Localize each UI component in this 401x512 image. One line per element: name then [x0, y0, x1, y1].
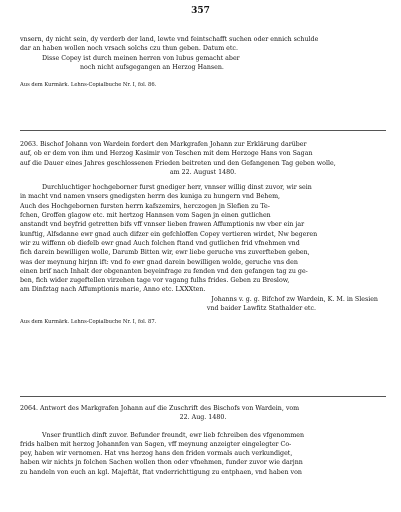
body-line: Durchluchtiger hochgeborner furst gnediger herr, vnnser willig dinst zuvor, wir sein	[42, 184, 312, 192]
document-heading-line: 2064. Antwort des Markgrafen Johann auf die Zuschrift des Bischofs von Wardein, vom	[20, 405, 300, 412]
divider	[20, 396, 386, 397]
source-note: Aus dem Kurmärk. Lehns-Copialbuche Nr. I, fol. 86.	[20, 82, 157, 89]
document-heading-line: am 22. August 1480.	[169, 168, 237, 176]
text-line: dar an haben wollen noch vrsach solchs czu thun geben. Datum etc.	[20, 45, 238, 53]
text-line: noch nicht aufsgegangen an Herzog Hansen.	[80, 63, 224, 71]
document-2063	[20, 140, 386, 326]
text-line: vnsern, dy nicht sein, dy verderb der land, lewte vnd feintschafft suchen oder ennich schulde	[20, 36, 319, 43]
body-line: Auch des Hochgebornen fursten herrn kafszemirs, herczogen jn Slefien zu Te-	[20, 202, 270, 210]
document-heading-line: 2063. Bischof Johann von Wardein fordert den Markgrafen Johann zur Erklärung darüber	[20, 141, 307, 148]
previous-document-ending	[20, 35, 386, 89]
signature-line: vnd baider Lawfitz Stathalder etc.	[206, 305, 316, 313]
document-heading-line: auf, ob er dem von ihm und Herzog Kasimir von Teschen mit dem Herzoge Hans von Sagan	[20, 150, 313, 158]
signature-line: Johanns v. g. g. Bifchof zw Wardein, K. M. in Slesien	[211, 295, 378, 303]
source-note: Aus dem Kurmärk. Lehns-Copialbuche Nr. I, fol. 87.	[20, 319, 157, 326]
text-line: Disse Copey ist durch meinen herren von lubus gemacht aber	[42, 54, 240, 62]
body-line: was der meynung hirjnn ift: vnd fo ewr gnad darein bewilligen wolde, geruche vns den	[20, 258, 298, 266]
body-line: fchen, Groffen glagow etc. mit hertzog Hannsen vom Sagen jn einen gutlichen	[20, 212, 271, 220]
body-line: einen brif nach Inhalt der obgenanten beyeinfrage zu fenden vnd den gefangen tag zu ge-	[20, 267, 308, 275]
body-line: kunftig, Alfsdanne ewr gnad auch difzer ein gefchloffen Copey vertieren wirdet, Nw begeren	[20, 230, 318, 238]
body-line: ben, fich wider zugeftellen virzehen tage vor vagang fulhs frides. Geben zu Breslow,	[20, 277, 290, 285]
body-line: am Dinfztag nach Affumptionis marie, Anno etc. LXXXten.	[20, 286, 206, 294]
body-line: anstandt vnd beyfrid getretten bifs vff vnnser lieben frawen Affumptionis nw vber ein jar	[20, 221, 305, 229]
body-line: fich darein bewilligen wolle, Darumb Bitten wir, ewr liebe geruche vns zuverfteben geben,	[20, 249, 310, 257]
divider	[20, 130, 386, 131]
body-line: Vnser fruntlich dinft zuvor. Befunder freundt, ewr lieb fchreiben des vfgenommen	[42, 431, 305, 439]
body-line: zu handeln von euch an kgl. Majeftät, ftat vnderrichttigung zu entphaen, vnd haben von	[20, 468, 302, 476]
document-2064	[20, 404, 386, 477]
page-number: 357	[191, 6, 210, 16]
document-heading-line: auf die Dauer eines Jahres geschlossenen Frieden beitreten und den Gefangenen Tag geben wolle,	[20, 159, 336, 167]
document-heading-line: 22. Aug. 1480.	[179, 414, 227, 422]
body-line: pey, haben wir vernomen. Hat vns herzog hans den friden vormals auch verkundiget,	[20, 450, 293, 458]
body-line: in macht vnd namen vnsers gnedigsten herrn des kuniga zu hungern vnd Behem,	[20, 193, 281, 201]
body-line: frids halben mit herzog Johannfen van Sagen, vff meynung anzeigter eingelegter Co-	[20, 440, 292, 448]
body-line: haben wir nichts jn folchen Sachen wollen thon oder vfnehmen, funder zuvor wie darjnn	[20, 459, 303, 467]
body-line: wir zu wiffenn ob diefelb ewr gnad Auch folchen ftand vnd gutlichen frid vfnehmen vnd	[20, 239, 300, 247]
